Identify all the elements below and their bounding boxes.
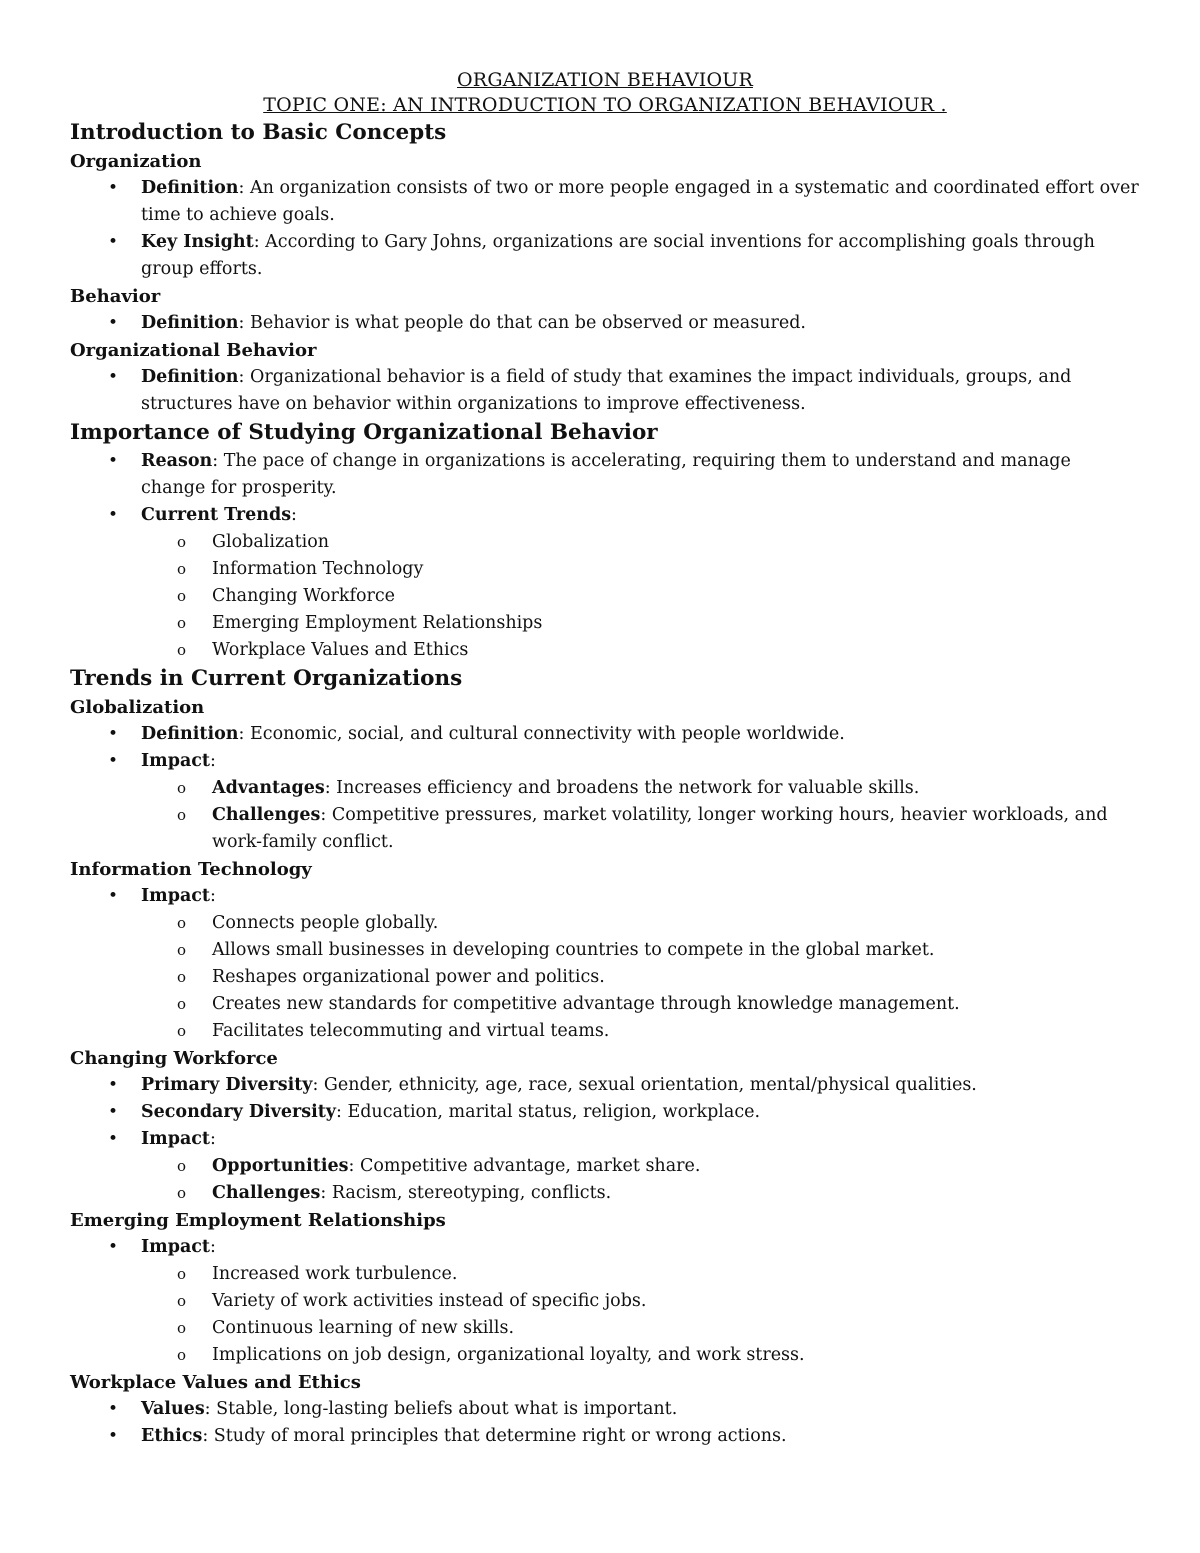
sub-list-item bbox=[70, 1288, 1140, 1315]
bullet-list bbox=[70, 175, 1140, 283]
item-term: Challenges bbox=[212, 1183, 321, 1203]
sub-list-item bbox=[70, 637, 1140, 664]
sub-list-item bbox=[70, 610, 1140, 637]
bullet-icon: • bbox=[108, 1426, 119, 1446]
list-item bbox=[70, 1099, 1140, 1126]
item-text: Workplace Values and Ethics bbox=[212, 640, 469, 660]
bullet-list bbox=[70, 721, 1140, 856]
circle-bullet-icon: o bbox=[177, 941, 187, 959]
bullet-icon: • bbox=[108, 1237, 119, 1257]
list-item bbox=[70, 1126, 1140, 1153]
subsection-heading: Organization bbox=[70, 151, 202, 172]
list-item bbox=[70, 1423, 1140, 1450]
sub-list-item bbox=[70, 1018, 1140, 1045]
item-text: Creates new standards for competitive advantage through knowledge management. bbox=[212, 994, 960, 1014]
bullet-list bbox=[70, 883, 1140, 1045]
item-text: : bbox=[210, 751, 216, 771]
item-text: : bbox=[210, 1129, 216, 1149]
sub-list-item bbox=[70, 937, 1140, 964]
section-heading: Importance of Studying Organizational Behavior bbox=[70, 420, 658, 445]
circle-bullet-icon: o bbox=[177, 1184, 187, 1202]
item-text: : Competitive pressures, market volatility, longer working hours, heavier workloads, and work-family conflict. bbox=[212, 805, 1108, 852]
sub-list-item bbox=[70, 991, 1140, 1018]
sub-list-item bbox=[70, 1315, 1140, 1342]
item-text: Globalization bbox=[212, 532, 330, 552]
bullet-icon: • bbox=[108, 178, 119, 198]
sub-list-item bbox=[70, 910, 1140, 937]
document-title: ORGANIZATION BEHAVIOUR bbox=[457, 69, 753, 91]
item-text: : bbox=[291, 505, 297, 525]
item-text: Reshapes organizational power and politics. bbox=[212, 967, 605, 987]
sub-list-item bbox=[70, 1153, 1140, 1180]
subsection-heading: Changing Workforce bbox=[70, 1048, 278, 1069]
list-item bbox=[70, 502, 1140, 529]
subsection-heading: Globalization bbox=[70, 697, 205, 718]
bullet-icon: • bbox=[108, 313, 119, 333]
item-text: : Gender, ethnicity, age, race, sexual orientation, mental/physical qualities. bbox=[312, 1075, 977, 1095]
list-item bbox=[70, 310, 1140, 337]
section-heading: Introduction to Basic Concepts bbox=[70, 120, 447, 145]
circle-bullet-icon: o bbox=[177, 914, 187, 932]
item-text: : Competitive advantage, market share. bbox=[348, 1156, 701, 1176]
circle-bullet-icon: o bbox=[177, 614, 187, 632]
bullet-icon: • bbox=[108, 1129, 119, 1149]
item-text: : Organizational behavior is a field of study that examines the impact individuals, groups, and structures have on behavior within organizations to improve effectiveness. bbox=[141, 367, 1072, 414]
bullet-icon: • bbox=[108, 1075, 119, 1095]
bullet-list bbox=[70, 1234, 1140, 1369]
sub-list-item bbox=[70, 529, 1140, 556]
item-text: Changing Workforce bbox=[212, 586, 396, 606]
bullet-icon: • bbox=[108, 751, 119, 771]
sub-list-item bbox=[70, 1342, 1140, 1369]
bullet-icon: • bbox=[108, 724, 119, 744]
subsection-heading: Information Technology bbox=[70, 859, 312, 880]
circle-bullet-icon: o bbox=[177, 806, 187, 824]
item-text: Emerging Employment Relationships bbox=[212, 613, 543, 633]
item-text: : Study of moral principles that determine right or wrong actions. bbox=[202, 1426, 787, 1446]
item-term: Definition bbox=[141, 178, 239, 198]
item-term: Secondary Diversity bbox=[141, 1102, 336, 1122]
item-term: Reason bbox=[141, 451, 213, 471]
section-heading: Trends in Current Organizations bbox=[70, 666, 463, 691]
item-text: Increased work turbulence. bbox=[212, 1264, 458, 1284]
sub-list-item bbox=[70, 1180, 1140, 1207]
bullet-list bbox=[70, 1396, 1140, 1450]
list-item bbox=[70, 1396, 1140, 1423]
item-text: : Increases efficiency and broadens the network for valuable skills. bbox=[324, 778, 920, 798]
circle-bullet-icon: o bbox=[177, 1319, 187, 1337]
sub-list-item bbox=[70, 775, 1140, 802]
bullet-list bbox=[70, 1072, 1140, 1207]
sub-list-item bbox=[70, 1261, 1140, 1288]
list-item bbox=[70, 448, 1140, 502]
item-text: : Economic, social, and cultural connectivity with people worldwide. bbox=[238, 724, 845, 744]
item-term: Ethics bbox=[141, 1426, 203, 1446]
item-term: Definition bbox=[141, 313, 239, 333]
item-text: : Stable, long-lasting beliefs about what is important. bbox=[204, 1399, 678, 1419]
item-term: Current Trends bbox=[141, 505, 292, 525]
subsection-heading: Behavior bbox=[70, 286, 161, 307]
item-text: : Education, marital status, religion, workplace. bbox=[335, 1102, 761, 1122]
bullet-list bbox=[70, 448, 1140, 664]
list-item bbox=[70, 364, 1140, 418]
circle-bullet-icon: o bbox=[177, 1346, 187, 1364]
circle-bullet-icon: o bbox=[177, 1157, 187, 1175]
circle-bullet-icon: o bbox=[177, 641, 187, 659]
item-text: Implications on job design, organizational loyalty, and work stress. bbox=[212, 1345, 805, 1365]
item-text: Allows small businesses in developing countries to compete in the global market. bbox=[212, 940, 935, 960]
list-item bbox=[70, 1072, 1140, 1099]
subsection-heading: Organizational Behavior bbox=[70, 340, 317, 361]
list-item bbox=[70, 229, 1140, 283]
document-subtitle: TOPIC ONE: AN INTRODUCTION TO ORGANIZATION BEHAVIOUR . bbox=[263, 94, 947, 116]
item-text: Variety of work activities instead of specific jobs. bbox=[212, 1291, 647, 1311]
item-text: : Racism, stereotyping, conflicts. bbox=[320, 1183, 612, 1203]
subsection-heading: Emerging Employment Relationships bbox=[70, 1210, 446, 1231]
bullet-icon: • bbox=[108, 886, 119, 906]
item-term: Impact bbox=[141, 886, 211, 906]
list-item bbox=[70, 721, 1140, 748]
item-text: : An organization consists of two or more people engaged in a systematic and coordinated effort over time to achieve goals. bbox=[141, 178, 1139, 225]
bullet-list bbox=[70, 310, 1140, 337]
bullet-list bbox=[70, 364, 1140, 418]
item-text: : Behavior is what people do that can be observed or measured. bbox=[238, 313, 806, 333]
sub-list-item bbox=[70, 802, 1140, 856]
bullet-icon: • bbox=[108, 1399, 119, 1419]
item-text: Facilitates telecommuting and virtual teams. bbox=[212, 1021, 610, 1041]
item-term: Impact bbox=[141, 1237, 211, 1257]
circle-bullet-icon: o bbox=[177, 995, 187, 1013]
list-item bbox=[70, 883, 1140, 910]
item-term: Primary Diversity bbox=[141, 1075, 313, 1095]
sub-list-item bbox=[70, 964, 1140, 991]
sub-list-item bbox=[70, 556, 1140, 583]
circle-bullet-icon: o bbox=[177, 587, 187, 605]
list-item bbox=[70, 1234, 1140, 1261]
bullet-icon: • bbox=[108, 451, 119, 471]
item-text: Connects people globally. bbox=[212, 913, 439, 933]
circle-bullet-icon: o bbox=[177, 968, 187, 986]
item-term: Advantages bbox=[212, 778, 325, 798]
list-item bbox=[70, 175, 1140, 229]
item-term: Key Insight bbox=[141, 232, 254, 252]
item-text: : bbox=[210, 886, 216, 906]
item-text: Continuous learning of new skills. bbox=[212, 1318, 515, 1338]
bullet-icon: • bbox=[108, 505, 119, 525]
item-term: Definition bbox=[141, 367, 239, 387]
circle-bullet-icon: o bbox=[177, 1292, 187, 1310]
item-term: Values bbox=[141, 1399, 205, 1419]
list-item bbox=[70, 748, 1140, 775]
bullet-icon: • bbox=[108, 367, 119, 387]
circle-bullet-icon: o bbox=[177, 779, 187, 797]
document-page bbox=[70, 68, 1140, 1450]
bullet-icon: • bbox=[108, 232, 119, 252]
subsection-heading: Workplace Values and Ethics bbox=[70, 1372, 361, 1393]
item-term: Challenges bbox=[212, 805, 321, 825]
item-term: Impact bbox=[141, 1129, 211, 1149]
item-text: : The pace of change in organizations is accelerating, requiring them to understand and manage change for prosperity. bbox=[141, 451, 1071, 498]
sub-list-item bbox=[70, 583, 1140, 610]
item-text: : bbox=[210, 1237, 216, 1257]
circle-bullet-icon: o bbox=[177, 533, 187, 551]
item-term: Definition bbox=[141, 724, 239, 744]
circle-bullet-icon: o bbox=[177, 560, 187, 578]
item-term: Opportunities bbox=[212, 1156, 349, 1176]
item-text: : According to Gary Johns, organizations are social inventions for accomplishing goals through group efforts. bbox=[141, 232, 1095, 279]
document-body bbox=[70, 118, 1140, 1450]
bullet-icon: • bbox=[108, 1102, 119, 1122]
item-term: Impact bbox=[141, 751, 211, 771]
circle-bullet-icon: o bbox=[177, 1022, 187, 1040]
circle-bullet-icon: o bbox=[177, 1265, 187, 1283]
item-text: Information Technology bbox=[212, 559, 424, 579]
